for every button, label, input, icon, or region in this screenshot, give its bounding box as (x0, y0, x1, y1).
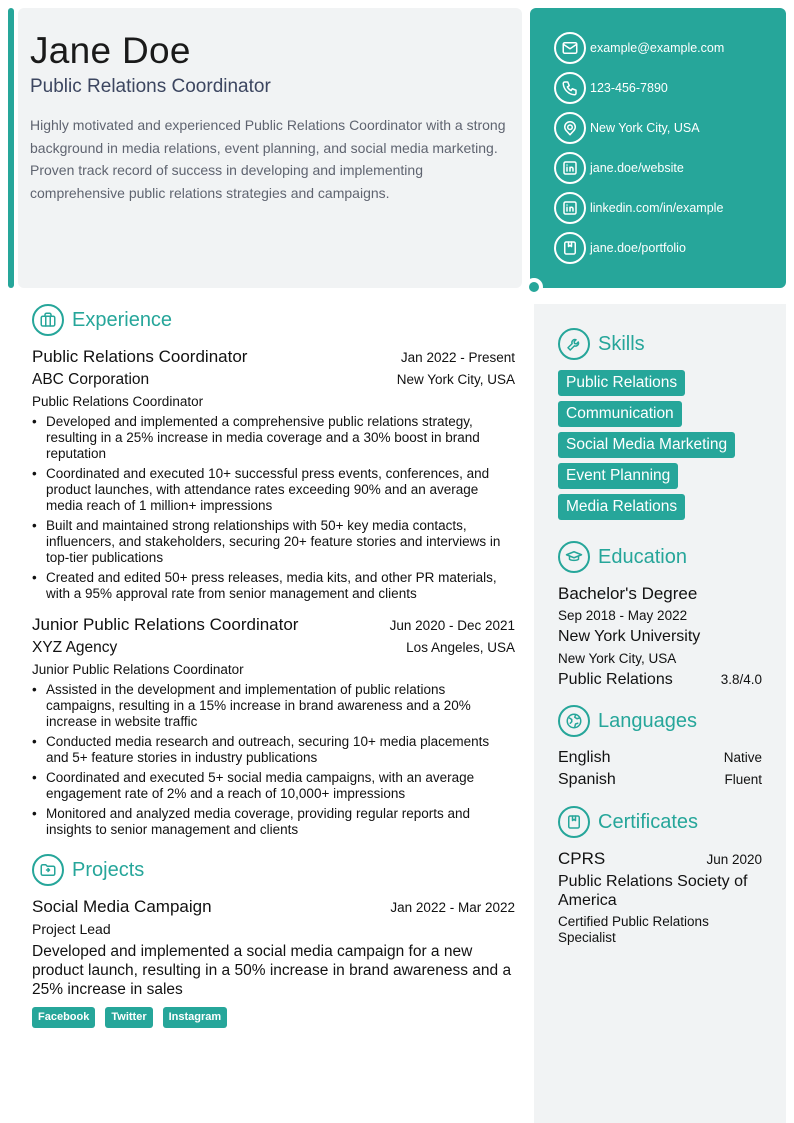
language-name: Spanish (558, 771, 616, 788)
portfolio-icon (554, 232, 586, 264)
wrench-icon (558, 328, 590, 360)
language-name: English (558, 749, 611, 766)
skills-list (558, 370, 762, 525)
highlight-item: • Conducted media research and outreach, securing 10+ media placements and 5+ feature stories in industry publications (32, 734, 515, 766)
job-role: Public Relations Coordinator (32, 394, 204, 409)
project-role: Project Lead (32, 921, 111, 937)
skill-chip: Public Relations (558, 370, 685, 396)
contact-website[interactable] (554, 152, 786, 184)
project-tag: Instagram (163, 1007, 228, 1028)
education-date: Sep 2018 - May 2022 (558, 608, 688, 623)
languages-heading (558, 705, 762, 737)
highlight-item: • Built and maintained strong relationships with 50+ key media contacts, influencers, and stakeholders, securing 20+ feature stories and interviews in top-tier publications (32, 518, 515, 566)
experience-heading (32, 304, 515, 336)
highlight-item: • Monitored and analyzed media coverage, providing regular reports and insights to senior management and clients (32, 806, 515, 838)
certificate-issuer: Public Relations Society of America (558, 873, 748, 909)
location-icon (554, 112, 586, 144)
education-title: Education (598, 545, 687, 568)
certificate-date: Jun 2020 (706, 852, 762, 867)
experience-title: Experience (72, 308, 173, 331)
candidate-headline: Public Relations Coordinator (30, 76, 271, 97)
skill-chip: Event Planning (558, 463, 678, 489)
project-date: Jan 2022 - Mar 2022 (390, 900, 515, 915)
phone-icon (554, 72, 586, 104)
highlight-item: • Coordinated and executed 5+ social media campaigns, with an average engagement rate of 2% and a reach of 10,000+ impressions (32, 770, 515, 802)
language-level: Native (723, 750, 762, 765)
project-tag: Twitter (105, 1007, 152, 1028)
skill-chip: Social Media Marketing (558, 432, 735, 458)
graduation-cap-icon (558, 541, 590, 573)
highlight-item: • Created and edited 50+ press releases, media kits, and other PR materials, with a 95% approval rate from senior management and clients (32, 570, 515, 602)
language-level: Fluent (724, 772, 762, 787)
education-heading (558, 541, 762, 573)
certificate-icon (558, 806, 590, 838)
experience-item (32, 614, 515, 838)
project-item (32, 896, 515, 1028)
certificates-title: Certificates (598, 810, 699, 833)
education-location: New York City, USA (558, 651, 677, 666)
job-date: Jun 2020 - Dec 2021 (389, 618, 515, 633)
contact-location (554, 112, 786, 144)
contact-email-text: example@example.com (590, 41, 725, 55)
languages-list (558, 747, 762, 791)
job-title: Public Relations Coordinator (32, 347, 248, 366)
contact-email[interactable] (554, 32, 786, 64)
certificates-heading (558, 806, 762, 838)
skills-heading (558, 328, 762, 360)
job-location: New York City, USA (396, 372, 515, 387)
skill-chip: Communication (558, 401, 682, 427)
candidate-name: Jane Doe (30, 30, 191, 71)
project-description: Developed and implemented a social media campaign for a new product launch, resulting in a 50% increase in brand awareness and a 25% increase in sales (32, 943, 512, 998)
job-company: XYZ Agency (32, 639, 118, 656)
job-role: Junior Public Relations Coordinator (32, 662, 244, 677)
contact-website-text: jane.doe/website (590, 161, 684, 175)
contact-phone[interactable] (554, 72, 786, 104)
languages-title: Languages (598, 709, 697, 732)
header-accent-bar (8, 8, 14, 288)
briefcase-icon (32, 304, 64, 336)
projects-title: Projects (72, 858, 145, 881)
education-field: Public Relations (558, 671, 673, 688)
contact-linkedin[interactable] (554, 192, 786, 224)
education-gpa: 3.8/4.0 (720, 672, 762, 687)
contact-portfolio-text: jane.doe/portfolio (590, 241, 686, 255)
linkedin-icon (554, 192, 586, 224)
job-location: Los Angeles, USA (406, 640, 515, 655)
education-school: New York University (558, 628, 701, 645)
projects-heading (32, 854, 515, 886)
certificate-name: CPRS (558, 849, 606, 868)
skills-title: Skills (598, 332, 645, 355)
contact-portfolio[interactable] (554, 232, 786, 264)
contact-panel (530, 8, 786, 288)
project-tags (32, 1007, 515, 1028)
contact-phone-text: 123-456-7890 (590, 81, 668, 95)
education-degree: Bachelor's Degree (558, 584, 698, 603)
highlight-item: • Developed and implemented a comprehensive public relations strategy, resulting in a 25% increase in media coverage and a 30% boost in brand reputation (32, 414, 515, 462)
job-highlights (32, 682, 515, 838)
project-tag: Facebook (32, 1007, 95, 1028)
folder-icon (32, 854, 64, 886)
highlight-item: • Assisted in the development and implementation of public relations campaigns, resulting in a 15% increase in brand awareness and a 20% increase in website traffic (32, 682, 515, 730)
mail-icon (554, 32, 586, 64)
globe-icon (558, 705, 590, 737)
contact-location-text: New York City, USA (590, 121, 700, 135)
job-highlights (32, 414, 515, 602)
timeline-dot (525, 278, 543, 296)
job-company: ABC Corporation (32, 371, 150, 388)
job-title: Junior Public Relations Coordinator (32, 615, 299, 634)
highlight-item: • Coordinated and executed 10+ successful press events, conferences, and product launches, with attendance rates exceeding 90% and an average media reach of 1 million+ impressions (32, 466, 515, 514)
experience-item (32, 346, 515, 602)
header-panel (18, 8, 522, 288)
certificate-summary: Certified Public Relations Specialist (558, 914, 709, 945)
certificate-item (558, 848, 762, 946)
job-date: Jan 2022 - Present (400, 350, 515, 365)
contact-linkedin-text: linkedin.com/in/example (590, 201, 724, 215)
linkedin-icon (554, 152, 586, 184)
skill-chip: Media Relations (558, 494, 685, 520)
education-item (558, 583, 762, 691)
summary-text: Highly motivated and experienced Public Relations Coordinator with a strong background in media relations, event planning, and social media marketing. Proven track record of success in developing and implementing comprehensive public relations strategies and campaigns. (30, 117, 506, 201)
main-column (32, 304, 515, 1028)
project-title: Social Media Campaign (32, 897, 212, 916)
sidebar (534, 304, 786, 1123)
